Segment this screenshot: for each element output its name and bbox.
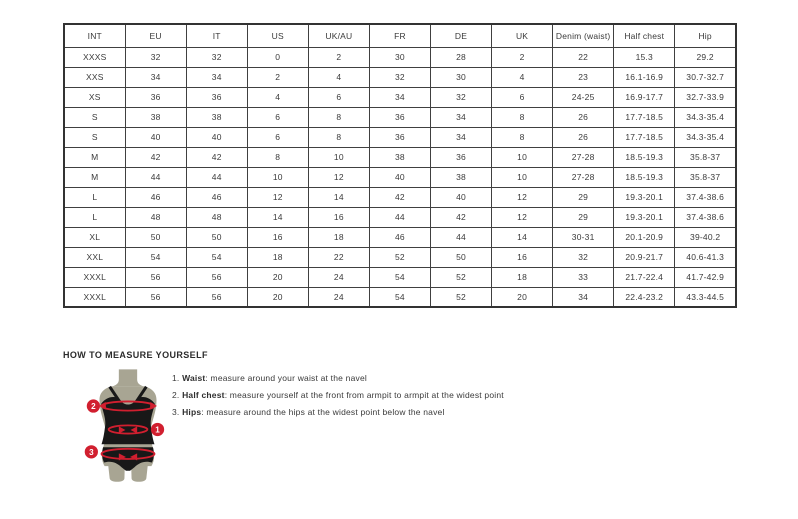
measurement-mannequin-figure (72, 368, 184, 496)
size-cell: 44 (430, 227, 491, 247)
size-cell: 39-40.2 (675, 227, 736, 247)
size-cell: 44 (125, 167, 186, 187)
size-cell: 32 (430, 87, 491, 107)
column-header: FR (369, 24, 430, 47)
table-row (64, 287, 736, 307)
size-cell: 34 (186, 67, 247, 87)
size-cell: XXXS (64, 47, 125, 67)
table-row (64, 147, 736, 167)
column-header: UK/AU (308, 24, 369, 47)
size-cell: 24-25 (553, 87, 614, 107)
size-cell: 19.3-20.1 (614, 207, 675, 227)
size-cell: 54 (125, 247, 186, 267)
size-cell: 16 (308, 207, 369, 227)
size-cell: XL (64, 227, 125, 247)
size-cell: 27-28 (553, 167, 614, 187)
size-cell: 18 (308, 227, 369, 247)
size-cell: 20.9-21.7 (614, 247, 675, 267)
size-cell: 26 (553, 107, 614, 127)
size-cell: 22 (553, 47, 614, 67)
size-cell: 37.4-38.6 (675, 187, 736, 207)
size-cell: 34.3-35.4 (675, 107, 736, 127)
size-cell: 35.8-37 (675, 147, 736, 167)
size-cell: L (64, 187, 125, 207)
badge-half-chest (87, 399, 100, 412)
column-header: DE (430, 24, 491, 47)
table-row (64, 247, 736, 267)
step-description: : measure yourself at the front from armpit to armpit at the widest point (224, 390, 504, 400)
size-cell: 40.6-41.3 (675, 247, 736, 267)
size-cell: 32 (369, 67, 430, 87)
table-row (64, 207, 736, 227)
size-cell: 40 (186, 127, 247, 147)
size-cell: 6 (492, 87, 553, 107)
badge-3-label: 3 (89, 447, 94, 457)
size-cell: 8 (308, 127, 369, 147)
column-header: INT (64, 24, 125, 47)
column-header: Half chest (614, 24, 675, 47)
size-cell: 40 (369, 167, 430, 187)
size-cell: 46 (125, 187, 186, 207)
step-term: Waist (182, 373, 206, 383)
size-cell: 34.3-35.4 (675, 127, 736, 147)
table-row (64, 167, 736, 187)
size-cell: XXXL (64, 287, 125, 307)
size-cell: 36 (125, 87, 186, 107)
size-cell: 40 (430, 187, 491, 207)
size-cell: 12 (247, 187, 308, 207)
size-cell: 29 (553, 207, 614, 227)
size-cell: 26 (553, 127, 614, 147)
size-cell: 44 (186, 167, 247, 187)
size-cell: 34 (369, 87, 430, 107)
size-cell: 54 (369, 287, 430, 307)
size-cell: XS (64, 87, 125, 107)
size-cell: 56 (125, 267, 186, 287)
size-cell: 30.7-32.7 (675, 67, 736, 87)
size-cell: 38 (125, 107, 186, 127)
size-cell: 18.5-19.3 (614, 147, 675, 167)
size-cell: 30 (430, 67, 491, 87)
column-header: UK (492, 24, 553, 47)
table-row (64, 107, 736, 127)
step-description: : measure around your waist at the navel (205, 373, 367, 383)
size-cell: 8 (247, 147, 308, 167)
size-cell: 10 (308, 147, 369, 167)
size-cell: 33 (553, 267, 614, 287)
size-cell: 54 (369, 267, 430, 287)
table-row (64, 187, 736, 207)
size-cell: 44 (369, 207, 430, 227)
size-cell: 16.1-16.9 (614, 67, 675, 87)
size-cell: 36 (369, 127, 430, 147)
table-row (64, 227, 736, 247)
size-cell: 19.3-20.1 (614, 187, 675, 207)
size-cell: 4 (247, 87, 308, 107)
size-cell: 8 (492, 107, 553, 127)
size-cell: XXL (64, 247, 125, 267)
size-cell: 18 (492, 267, 553, 287)
size-cell: 20.1-20.9 (614, 227, 675, 247)
size-cell: 16.9-17.7 (614, 87, 675, 107)
size-cell: 38 (186, 107, 247, 127)
size-cell: 52 (430, 287, 491, 307)
step-term: Half chest (182, 390, 225, 400)
step-number: 3. (172, 407, 183, 417)
size-cell: 46 (369, 227, 430, 247)
column-header: US (247, 24, 308, 47)
measure-step (172, 407, 504, 417)
size-cell: L (64, 207, 125, 227)
size-cell: 16 (492, 247, 553, 267)
column-header: EU (125, 24, 186, 47)
size-cell: 2 (308, 47, 369, 67)
size-cell: 4 (492, 67, 553, 87)
step-term: Hips (182, 407, 202, 417)
badge-2-label: 2 (91, 402, 96, 412)
size-cell: 12 (492, 187, 553, 207)
size-chart-header (64, 24, 736, 47)
size-cell: 30 (369, 47, 430, 67)
step-number: 1. (172, 373, 183, 383)
size-cell: 48 (186, 207, 247, 227)
step-description: : measure around the hips at the widest point below the navel (201, 407, 445, 417)
measure-section-title: HOW TO MEASURE YOURSELF (63, 350, 208, 360)
size-cell: 0 (247, 47, 308, 67)
size-cell: 42 (186, 147, 247, 167)
size-cell: 52 (430, 267, 491, 287)
size-cell: 2 (492, 47, 553, 67)
size-cell: 41.7-42.9 (675, 267, 736, 287)
size-cell: 36 (430, 147, 491, 167)
badge-1-label: 1 (155, 425, 160, 435)
size-cell: 4 (308, 67, 369, 87)
table-row (64, 67, 736, 87)
size-cell: 8 (308, 107, 369, 127)
size-cell: 20 (247, 267, 308, 287)
size-cell: 34 (125, 67, 186, 87)
size-cell: 38 (369, 147, 430, 167)
size-cell: 20 (247, 287, 308, 307)
size-cell: 48 (125, 207, 186, 227)
size-cell: 17.7-18.5 (614, 107, 675, 127)
size-cell: 15.3 (614, 47, 675, 67)
column-header: Denim (waist) (553, 24, 614, 47)
size-chart-table (63, 23, 737, 308)
size-cell: S (64, 127, 125, 147)
table-row (64, 87, 736, 107)
size-cell: 50 (125, 227, 186, 247)
size-cell: 32 (553, 247, 614, 267)
size-cell: 38 (430, 167, 491, 187)
size-cell: 30-31 (553, 227, 614, 247)
size-cell: 34 (553, 287, 614, 307)
column-header: Hip (675, 24, 736, 47)
size-cell: 29.2 (675, 47, 736, 67)
table-row (64, 127, 736, 147)
size-cell: 54 (186, 247, 247, 267)
size-cell: XXS (64, 67, 125, 87)
size-cell: 40 (125, 127, 186, 147)
size-cell: 28 (430, 47, 491, 67)
badge-waist (151, 423, 164, 436)
size-cell: 10 (247, 167, 308, 187)
size-cell: 32.7-33.9 (675, 87, 736, 107)
size-cell: 50 (186, 227, 247, 247)
table-row (64, 267, 736, 287)
size-cell: 6 (247, 127, 308, 147)
size-cell: M (64, 167, 125, 187)
size-cell: 46 (186, 187, 247, 207)
size-cell: 52 (369, 247, 430, 267)
size-cell: 27-28 (553, 147, 614, 167)
table-row (64, 47, 736, 67)
size-cell: 22.4-23.2 (614, 287, 675, 307)
measure-step (172, 373, 504, 383)
size-cell: 12 (308, 167, 369, 187)
size-cell: 32 (186, 47, 247, 67)
size-cell: 35.8-37 (675, 167, 736, 187)
size-cell: 37.4-38.6 (675, 207, 736, 227)
size-cell: 18.5-19.3 (614, 167, 675, 187)
size-cell: 36 (369, 107, 430, 127)
size-cell: 14 (247, 207, 308, 227)
measure-step (172, 390, 504, 400)
badge-hips (85, 445, 98, 458)
size-cell: 14 (492, 227, 553, 247)
size-cell: 42 (369, 187, 430, 207)
size-cell: 56 (186, 267, 247, 287)
size-cell: 6 (308, 87, 369, 107)
size-cell: 21.7-22.4 (614, 267, 675, 287)
size-cell: 8 (492, 127, 553, 147)
size-cell: XXXL (64, 267, 125, 287)
size-cell: 16 (247, 227, 308, 247)
size-cell: 14 (308, 187, 369, 207)
size-cell: 29 (553, 187, 614, 207)
size-cell: 50 (430, 247, 491, 267)
size-cell: 34 (430, 127, 491, 147)
size-cell: 10 (492, 167, 553, 187)
size-cell: 24 (308, 287, 369, 307)
size-cell: 36 (186, 87, 247, 107)
size-cell: 23 (553, 67, 614, 87)
size-cell: 56 (186, 287, 247, 307)
size-cell: 24 (308, 267, 369, 287)
size-cell: 56 (125, 287, 186, 307)
size-cell: 22 (308, 247, 369, 267)
column-header: IT (186, 24, 247, 47)
size-cell: M (64, 147, 125, 167)
size-cell: 34 (430, 107, 491, 127)
step-number: 2. (172, 390, 183, 400)
size-cell: 43.3-44.5 (675, 287, 736, 307)
size-cell: 17.7-18.5 (614, 127, 675, 147)
size-cell: 10 (492, 147, 553, 167)
size-cell: 12 (492, 207, 553, 227)
measure-steps (172, 373, 504, 424)
size-cell: 6 (247, 107, 308, 127)
table-body (64, 47, 736, 307)
size-cell: 20 (492, 287, 553, 307)
size-cell: 42 (125, 147, 186, 167)
size-cell: S (64, 107, 125, 127)
header-row (64, 24, 736, 47)
size-cell: 2 (247, 67, 308, 87)
size-cell: 42 (430, 207, 491, 227)
size-cell: 18 (247, 247, 308, 267)
size-cell: 32 (125, 47, 186, 67)
